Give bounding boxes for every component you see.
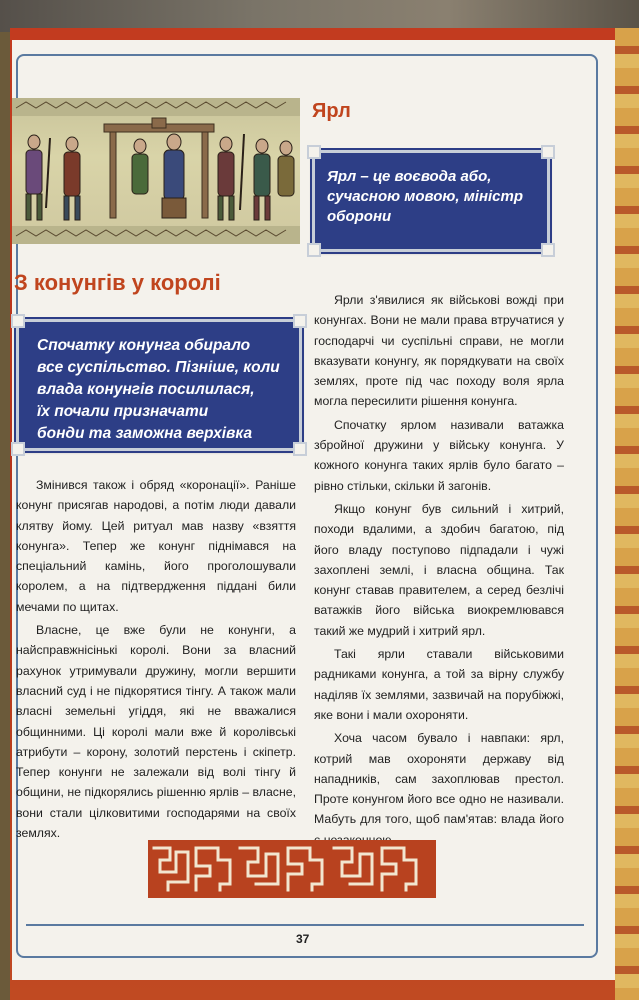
paragraph: Змінився також і обряд «коронації». Раніше конунг присягав народові, а потім люди давали клятву йому. Цей ритуал мав назву «взяття конунга». Тепер же конунг піднімався на спеціальний камінь, його проголошували королем, а на підтвердження піддані били мечами по щитах. xyxy=(16,478,296,614)
callout-konung-election xyxy=(16,319,302,451)
section-heading-konung: З конунгів у королі xyxy=(14,270,221,295)
callout-text: Спочатку конунга обирало все суспільство. Пізніше, коли влада конунгів посилилася, їх почали призначати бонди та заможна верхівка xyxy=(37,337,280,442)
callout-corner xyxy=(541,145,555,159)
callout-corner xyxy=(307,243,321,257)
callout-corner xyxy=(293,314,307,328)
right-text-column xyxy=(314,290,564,853)
bottom-frame-line xyxy=(26,924,584,926)
paragraph: Такі ярли ставали військовими радниками конунга, а той за вірну службу наділяв їх землями, зазвичай на порубіжжі, яке вони і мали охороняти. xyxy=(314,647,564,722)
page-number: 37 xyxy=(296,932,310,946)
paragraph: Ярли з'явилися як військові вожді при конунгах. Вони не мали права втручатися у господарчі чи суспільні справи, не могли вказувати конунгу, як порядкувати на своїх землях, проте під час походу воля ярла могла пересилити рішення конунга. xyxy=(314,293,564,409)
callout-corner xyxy=(293,442,307,456)
callout-corner xyxy=(11,314,25,328)
callout-corner xyxy=(11,442,25,456)
decorative-ornament xyxy=(148,840,436,898)
paragraph: Власне, це вже були не конунги, а найсправжнісінькі королі. Вони за власний рахунок утримували дружину, могли вершити власний суд і не підкорятися тінгу. А також мали власні земельні угіддя, які не вважалися общинними. Ці королі мали вже й королівські атрибути – корону, золотий перстень і скіпетр. Тепер конунги не залежали від волі тінгу й общини, не підкорялись рішенню ярлів – власне, вони стали цілковитими господарями на своїх землях. xyxy=(16,623,296,841)
callout-text: Ярл – це воєвода або, сучасною мовою, міністр оборони xyxy=(327,168,524,225)
book-gold-edge xyxy=(615,28,639,1000)
callout-corner xyxy=(307,145,321,159)
left-text-column xyxy=(16,475,296,846)
section-heading-yarl: Ярл xyxy=(312,100,351,122)
paragraph: Хоча часом бувало і навпаки: ярл, котрий мав охороняти державу від нападників, сам захоплював престол. Проте конунгом його все одно не називали. Мабуть для того, щоб пам'ятав: влада його xyxy=(314,731,564,827)
tapestry-illustration xyxy=(12,98,300,244)
callout-corner xyxy=(541,243,555,257)
callout-yarl-definition xyxy=(312,150,550,252)
paragraph: Якщо конунг був сильний і хитрий, походи вдалими, а здобич багатою, під його владу поступово підпадали і чужі захоплені землі, і власна община. Так конунг ставав правителем, а серед безлічі ватажків його війська виокремлювався такий же мудрий і хитрий ярл. xyxy=(314,501,564,638)
paragraph: Спочатку ярлом називали ватажка збройної дружини у війську конунга. У кожного конунга таких ярлів було багато – рівно стільки, скільки й загонів. xyxy=(314,417,564,493)
